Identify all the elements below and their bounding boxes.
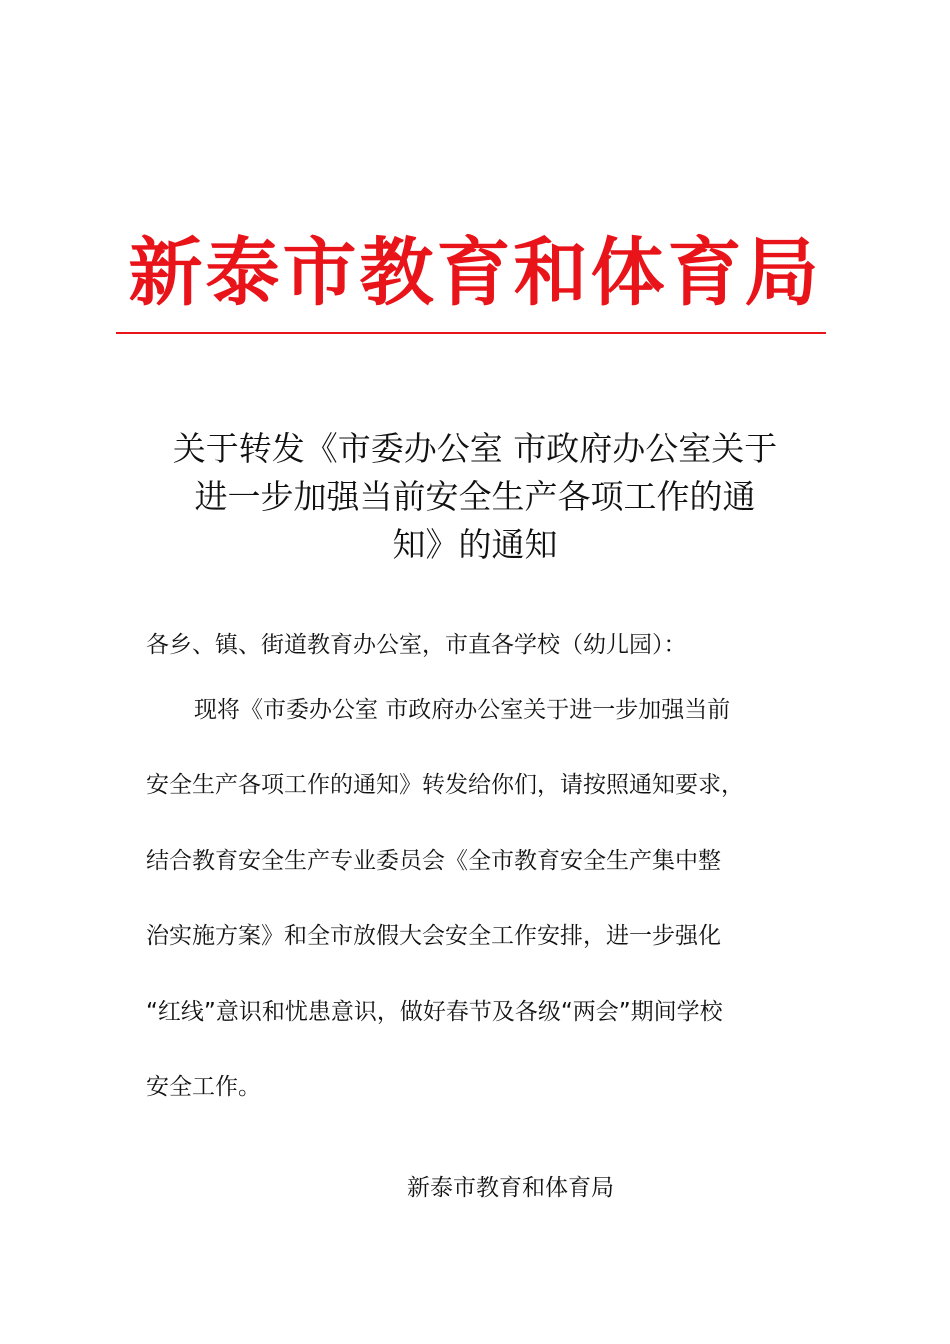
letterhead-red-rule bbox=[116, 332, 826, 334]
body-line: 结合教育安全生产专业委员会《全市教育安全生产集中整 bbox=[146, 847, 721, 874]
signature-org-name: 新泰市教育和体育局 bbox=[407, 1175, 614, 1201]
document-title bbox=[135, 425, 815, 569]
document-title-line: 知》的通知 bbox=[392, 525, 558, 564]
body-line: 安全生产各项工作的通知》转发给你们，请按照通知要求， bbox=[146, 772, 744, 799]
document-title-line: 进一步加强当前安全生产各项工作的通 bbox=[194, 477, 756, 516]
body-line: 安全工作。 bbox=[146, 1073, 261, 1100]
body-paragraph bbox=[146, 695, 826, 1147]
document-title-line: 关于转发《市委办公室 市政府办公室关于 bbox=[172, 429, 778, 468]
body-line: 治实施方案》和全市放假大会安全工作安排，进一步强化 bbox=[146, 923, 721, 950]
body-line: “红线”意识和忧患意识，做好春节及各级“两会”期间学校 bbox=[146, 998, 723, 1025]
letterhead-org-name: 新泰市教育和体育局 bbox=[128, 230, 822, 316]
body-line: 现将《市委办公室 市政府办公室关于进一步加强当前 bbox=[194, 697, 731, 723]
salutation: 各乡、镇、街道教育办公室，市直各学校（幼儿园）： bbox=[146, 632, 687, 658]
